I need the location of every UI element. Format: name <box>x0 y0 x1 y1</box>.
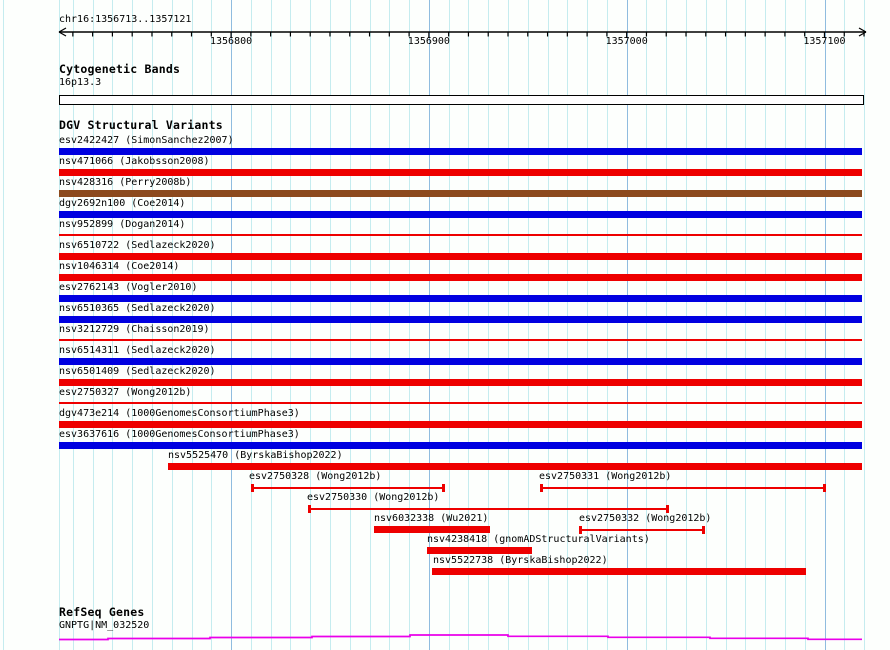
region-title: chr16:1356713..1357121 <box>59 14 192 25</box>
variant-label[interactable]: esv2750330 (Wong2012b) <box>307 492 440 503</box>
ruler-tick-label: 1357000 <box>605 36 648 47</box>
variant-label[interactable]: nsv6501409 (Sedlazeck2020) <box>59 366 216 377</box>
variant-label[interactable]: esv2762143 (Vogler2010) <box>59 282 198 293</box>
variant-label[interactable]: nsv6510365 (Sedlazeck2020) <box>59 303 216 314</box>
ruler-tick-label: 1356800 <box>210 36 253 47</box>
variant-label[interactable]: nsv428316 (Perry2008b) <box>59 177 192 188</box>
refseq-genes-heading: RefSeq Genes <box>59 605 145 619</box>
variant-label[interactable]: esv2750327 (Wong2012b) <box>59 387 192 398</box>
cytogenetic-bands-heading: Cytogenetic Bands <box>59 62 181 76</box>
variant-label[interactable]: nsv6510722 (Sedlazeck2020) <box>59 240 216 251</box>
ruler-tick-label: 1357100 <box>803 36 846 47</box>
variant-label[interactable]: nsv952899 (Dogan2014) <box>59 219 186 230</box>
variant-label[interactable]: nsv471066 (Jakobsson2008) <box>59 156 210 167</box>
dgv-track-heading: DGV Structural Variants <box>59 118 223 132</box>
variant-label[interactable]: nsv3212729 (Chaisson2019) <box>59 324 210 335</box>
variant-label[interactable]: dgv473e214 (1000GenomesConsortiumPhase3) <box>59 408 300 419</box>
variant-label[interactable]: nsv5525470 (ByrskaBishop2022) <box>168 450 343 461</box>
variant-label[interactable]: nsv4238418 (gnomADStructuralVariants) <box>427 534 650 545</box>
variant-label[interactable]: esv2750332 (Wong2012b) <box>579 513 712 524</box>
refseq-gene-label[interactable]: GNPTG|NM_032520 <box>59 620 150 631</box>
ruler-tick-label: 1356900 <box>407 36 450 47</box>
variant-label[interactable]: esv3637616 (1000GenomesConsortiumPhase3) <box>59 429 300 440</box>
variant-label[interactable]: esv2422427 (SimonSanchez2007) <box>59 135 234 146</box>
variant-label[interactable]: esv2750331 (Wong2012b) <box>539 471 672 482</box>
variant-label[interactable]: dgv2692n100 (Coe2014) <box>59 198 186 209</box>
variant-label[interactable]: nsv6032338 (Wu2021) <box>374 513 489 524</box>
variant-label[interactable]: nsv5522738 (ByrskaBishop2022) <box>433 555 608 566</box>
cytoband-label: 16p13.3 <box>59 77 102 88</box>
variant-label[interactable]: nsv1046314 (Coe2014) <box>59 261 180 272</box>
variant-label[interactable]: esv2750328 (Wong2012b) <box>249 471 382 482</box>
variant-label[interactable]: nsv6514311 (Sedlazeck2020) <box>59 345 216 356</box>
